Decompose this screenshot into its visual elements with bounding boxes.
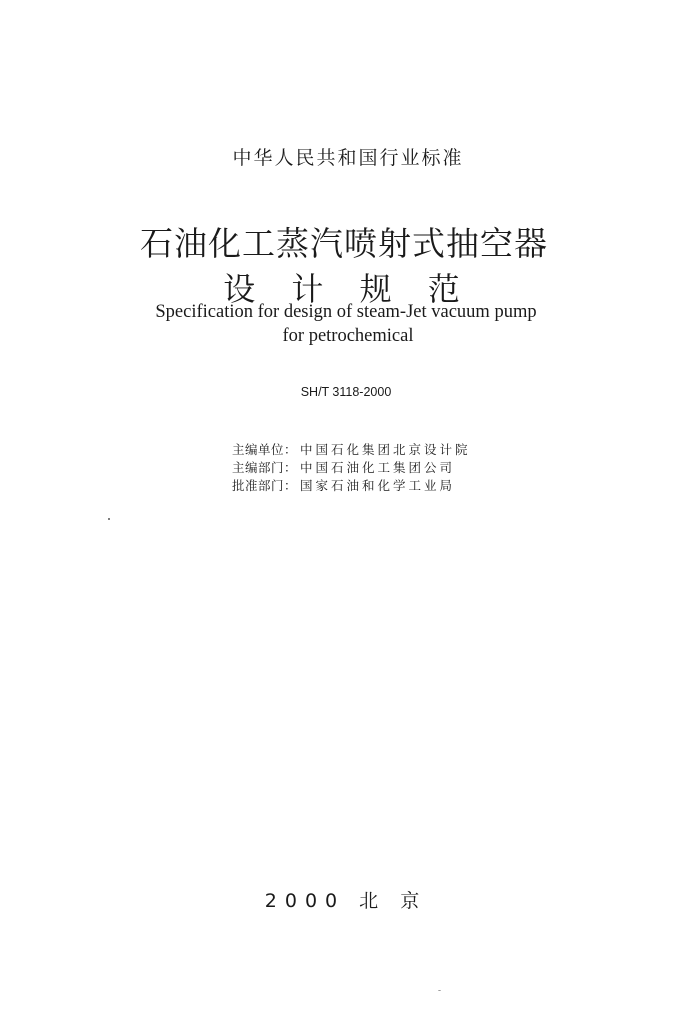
chief-editor-dept-row <box>232 459 492 477</box>
publication-year-place: 2000 北 京 <box>264 890 428 912</box>
approval-dept-value: 国家石油和化学工业局 <box>300 478 456 493</box>
chief-editor-unit-label: 主编单位： <box>232 442 298 457</box>
chief-editor-unit-row <box>232 441 492 459</box>
responsible-units <box>232 441 492 495</box>
approval-dept-label: 批准部门： <box>232 478 298 493</box>
approval-dept-row <box>232 477 492 495</box>
chief-editor-unit-value: 中国石化集团北京设计院 <box>300 442 471 457</box>
chief-editor-dept-value: 中国石油化工集团公司 <box>300 460 456 475</box>
scan-speck <box>438 990 441 991</box>
chief-editor-dept-label: 主编部门： <box>232 460 298 475</box>
title-english-line2: for petrochemical <box>282 326 414 346</box>
title-english-line1: Specification for design of steam-Jet vacuum pump <box>155 302 537 322</box>
standard-code: SH/T 3118-2000 <box>300 385 392 399</box>
scan-speck <box>108 518 110 520</box>
standard-category: 中华人民共和国行业标准 <box>232 147 464 169</box>
title-chinese-line1: 石油化工蒸汽喷射式抽空器 <box>140 224 548 263</box>
title-chinese-line2: 设 计 规 范 <box>223 270 473 308</box>
